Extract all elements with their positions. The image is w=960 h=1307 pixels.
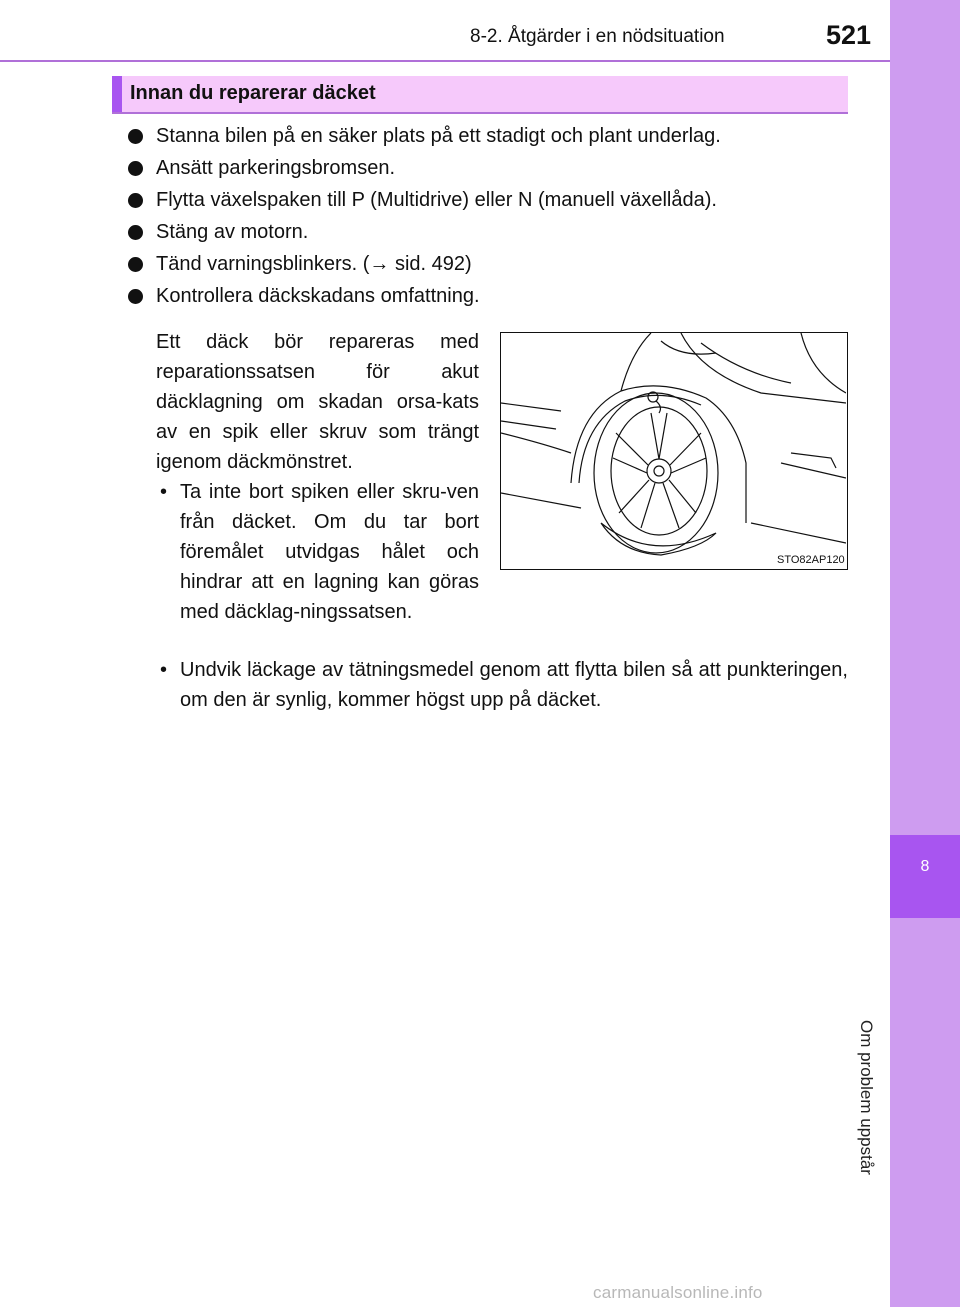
list-item: Flytta växelspaken till P (Multidrive) eller N (manuell växellåda). [128, 188, 848, 220]
figure-code: STO82AP120 [777, 554, 845, 566]
bullet-dot-icon [128, 289, 143, 304]
page-reference-link[interactable]: Tänd varningsblinkers. (→ sid. 492) [156, 253, 472, 275]
page-section-title: 8-2. Åtgärder i en nödsituation [470, 26, 725, 47]
bullet-dot-icon [128, 225, 143, 240]
list-item: Stäng av motorn. [128, 220, 848, 252]
list-item: Stanna bilen på en säker plats på ett stadigt och plant underlag. [128, 124, 848, 156]
list-item: Kontrollera däckskadans omfattning. [128, 284, 848, 316]
paragraph-text: Ett däck bör repareras med reparationssatsen för akut däcklagning om skadan orsa-kats av en spik eller skruv som trängt igenom däckmönstret. [156, 331, 479, 473]
section-heading-text: Innan du reparerar däcket [130, 82, 376, 104]
watermark: carmanualsonline.info [593, 1283, 763, 1302]
bullet-dot-icon [128, 129, 143, 144]
bullet-dot-icon [128, 257, 143, 272]
list-item: Ansätt parkeringsbromsen. [128, 156, 848, 188]
sub-bullet-item: • Ta inte bort spiken eller skru-ven från däcket. Om du tar bort föremålet utvidgas hålet och hindrar att en lagning kan göras med däcklag-ningssatsen. [156, 477, 479, 627]
step-list [128, 124, 848, 316]
bullet-dot-icon [128, 193, 143, 208]
list-item [128, 252, 848, 284]
damage-paragraph [156, 327, 479, 627]
flat-tire-drawing [501, 333, 846, 568]
page-number: 521 [826, 20, 872, 50]
bullet-mark: • [160, 659, 168, 681]
tire-illustration [500, 332, 848, 570]
section-divider [112, 112, 848, 114]
chapter-number: 8 [920, 858, 930, 875]
sub-bullet-item: • Undvik läckage av tätningsmedel genom att flytta bilen så att punkteringen, om den är synlig, kommer högst upp på däcket. [156, 655, 848, 715]
side-tab-strip [890, 0, 960, 1307]
bullet-dot-icon [128, 161, 143, 176]
header-divider [0, 60, 890, 62]
bullet-mark: • [160, 481, 168, 503]
chapter-tab[interactable] [890, 835, 960, 918]
chapter-title: Om problem uppstår [857, 1020, 876, 1175]
section-heading [112, 76, 848, 112]
